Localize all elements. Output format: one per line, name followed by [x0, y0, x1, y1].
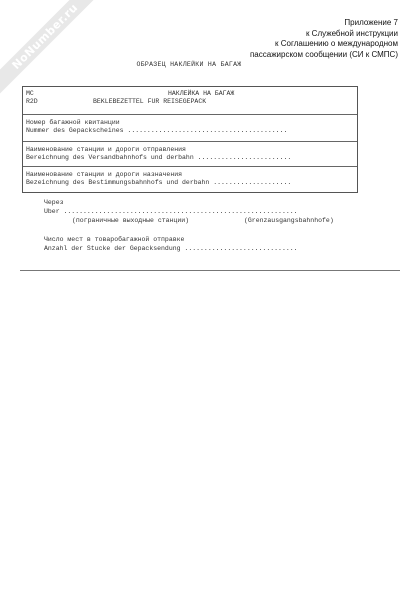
- via-caption-ru: (пограничные выходные станции): [72, 217, 190, 224]
- watermark: [0, 0, 100, 100]
- code-ms: МС: [26, 90, 34, 97]
- field-label-de: Bereichnung des Versandbahnhofs und derbahn ........................: [26, 154, 292, 161]
- appendix-line: к Служебной инструкции: [305, 28, 398, 38]
- via-label-ru: Через: [44, 199, 64, 206]
- field-label-de: Bezeichnung des Bestimmungsbahnhofs und derbahn ....................: [26, 179, 292, 186]
- field-destination-station: [23, 167, 357, 193]
- baggage-label-form: [22, 86, 358, 193]
- field-label-ru: Наименование станции и дороги назначения: [26, 171, 183, 178]
- code-r2d: R2D: [26, 98, 38, 105]
- label-header: [23, 87, 357, 115]
- document-title: ОБРАЗЕЦ НАКЛЕЙКИ НА БАГАЖ: [136, 61, 242, 68]
- field-label-de: Nummer des Gepackscheines .........................................: [26, 127, 288, 134]
- appendix-reference: [148, 18, 398, 60]
- field-ticket-number: [23, 115, 357, 142]
- label-title-ru: НАКЛЕЙКА НА БАГАЖ: [168, 90, 235, 97]
- appendix-line: к Соглашению о международном: [275, 39, 398, 48]
- bottom-divider: [20, 270, 400, 271]
- watermark-text: NoNumber.ru: [0, 0, 100, 100]
- appendix-line: пассажирском сообщении (СИ к СМПС): [249, 49, 398, 59]
- field-departure-station: [23, 142, 357, 167]
- label-title-de: BEKLEBEZETTEL FUR REISEGEPACK: [93, 98, 207, 105]
- via-caption-de: (Grenzausgangsbahnhofe): [244, 217, 334, 224]
- via-line-de: Uber ............................................................: [44, 208, 298, 215]
- pieces-label-de: Anzahl der Stucke der Gepacksendung .............................: [44, 245, 298, 252]
- field-label-ru: Наименование станции и дороги отправления: [26, 146, 186, 153]
- field-label-ru: Номер багажной квитанции: [26, 119, 120, 126]
- pieces-label-ru: Число мест в товаробагажной отправке: [44, 236, 185, 243]
- appendix-line: Приложение 7: [344, 18, 398, 27]
